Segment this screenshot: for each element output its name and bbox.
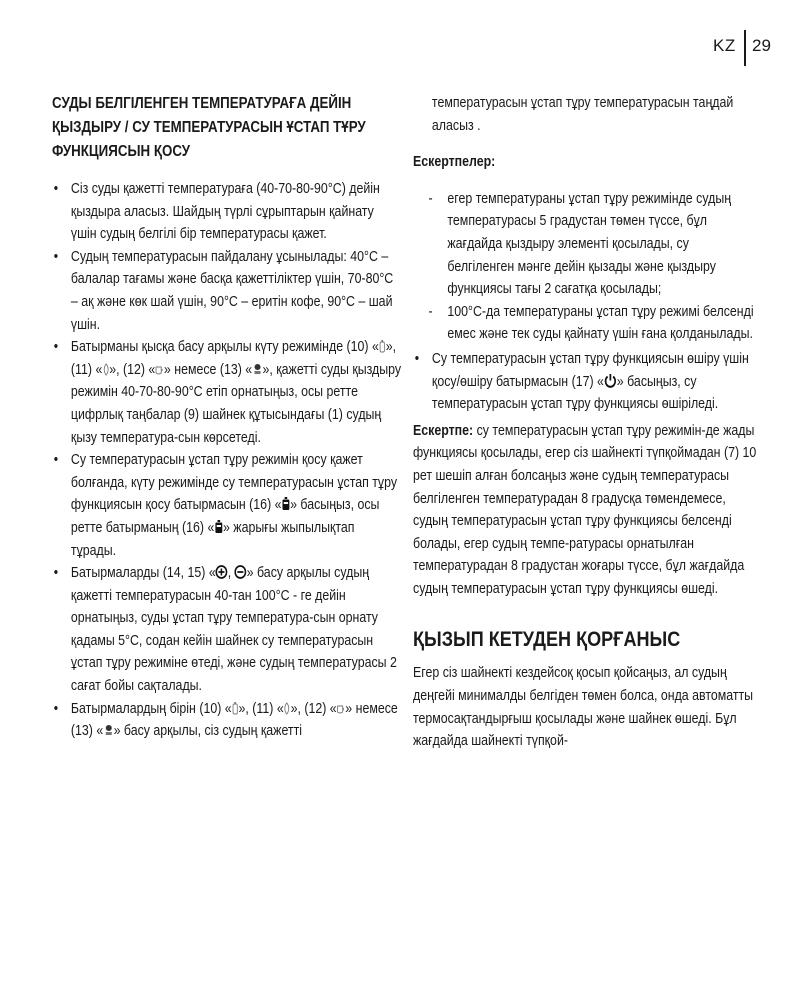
teapot-icon <box>103 724 113 737</box>
power-icon <box>604 373 617 388</box>
list-item: • Батырмаларды (14, 15) « , » басу арқылы судың қажетті температурасын 40-тан 100°C - ге дейін орнатыңыз, суды ұстап тұру температура-сын орнату қадамы 5°C, содан кейін шайнек су температурасын ұстап тұру режиміне өтеді, және судың температурасы 2 сағат бойы сақталады. <box>52 562 402 698</box>
left-column <box>52 92 402 743</box>
note-label: Ескертпе: <box>413 422 474 439</box>
heating-instructions-list <box>52 178 402 743</box>
baby-bottle-icon <box>232 702 239 715</box>
list-item: • Батырманы қысқа басу арқылы күту режимінде (10) « », (11) « », (12) « » немесе (13) « », қажетті суды қыздыру режимін 40-70-80-90°C етіп орнатыңыз, осы ретте цифрлық таңбалар (9) шайнек құтысындағы (1) судың қызу температура-сын көрсетеді. <box>52 336 402 449</box>
power-off-instructions <box>413 348 757 416</box>
list-item: • Судың температурасын пайдалану ұсынылады: 40°C – балалар тағамы және басқа қажеттіліктер үшін, 70-80°C – ақ және көк шай үшін, 90°C – еритін кофе, 90°C – шай үшін. <box>52 246 402 336</box>
page-number: 29 <box>752 36 771 55</box>
notes-list <box>425 188 757 346</box>
list-item: • Сіз суды қажетті температураға (40-70-80-90°C) дейін қыздыра аласыз. Шайдың түрлі сұрыптарын қайнату үшін судың белгілі бір температурасы қажет. <box>52 178 402 246</box>
minus-circle-icon <box>235 565 247 579</box>
section-heading-overheat: ҚЫЗЫП КЕТУДЕН ҚОРҒАНЫС <box>413 628 681 652</box>
overheat-text: Егер сіз шайнекті кездейсоқ қосып қойсаңыз, ал судың деңгейі минималды белгіден төмен болса, онда автоматты термосақтандырғыш қосылады және шайнек өшеді. Бұл жағдайда шайнекті түпқой- <box>413 665 754 750</box>
kettle-icon <box>282 497 291 511</box>
section-heading-heating: СУДЫ БЕЛГІЛЕНГЕН ТЕМПЕРАТУРАҒА ДЕЙІН ҚЫЗДЫРУ / СУ ТЕМПЕРАТУРАСЫН ҰСТАП ТҰРУ ФУНКЦИЯСЫН ҚОСУ <box>52 95 366 160</box>
cup-icon <box>155 363 164 376</box>
cup-icon <box>337 702 346 715</box>
list-item: - 100°C-да температураны ұстап тұру режимі белсенді емес және тек суды қайнату үшін ғана қолданылады. <box>425 301 757 346</box>
right-column <box>413 92 757 753</box>
kettle-icon <box>214 520 223 534</box>
tea-leaf-icon <box>102 363 109 376</box>
list-item: • Су температурасын ұстап тұру функциясын өшіру үшін қосу/өшіру батырмасын (17) « » басыңыз, су температурасын ұстап тұру функциясы өшіріледі. <box>413 348 757 416</box>
memory-note: Ескертпе: су температурасын ұстап тұру режимін-де жады функциясы қосылады, егер сіз шайнекті түпқоймадан (7) 10 рет шешіп алған болсаңыз және судың температурасы белгіленген температурадан 8 градусқа төмендемесе, судың температурасын ұстап тұру функциясы белсенді болады, егер судың темпе-ратурасы орнатылған температурадан 8 градустан жоғары түссе, бұл жағдайда судың температурасын ұстап тұру функциясы өшеді. <box>413 422 757 597</box>
list-item: • Су температурасын ұстап тұру режимін қосу қажет болғанда, күту режимінде су температурасын ұстап тұру функциясын қосу батырмасын (16) « » басыңыз, осы ретте батырманың (16) « » жарығы жыпылықтап тұрады. <box>52 449 402 562</box>
continued-text: температурасын ұстап тұру температурасын таңдай аласыз . <box>431 95 734 134</box>
teapot-icon <box>252 363 262 376</box>
list-item: - егер температураны ұстап тұру режимінде судың температурасы 5 градустан төмен түссе, бұл жағдайда қыздыру элементі қосылады, су белгіленген мәнге дейін қызады және қыздыру функциясы тағы 2 сағатқа қосылады; <box>425 188 757 301</box>
list-item: • Батырмалардың бірін (10) « », (11) « », (12) « » немесе (13) « » басу арқылы, сіз судың қажетті <box>52 698 402 743</box>
header-divider <box>744 30 746 66</box>
notes-heading: Ескертпелер: <box>413 154 496 171</box>
plus-circle-icon <box>216 565 228 579</box>
language-code: KZ <box>713 36 736 55</box>
